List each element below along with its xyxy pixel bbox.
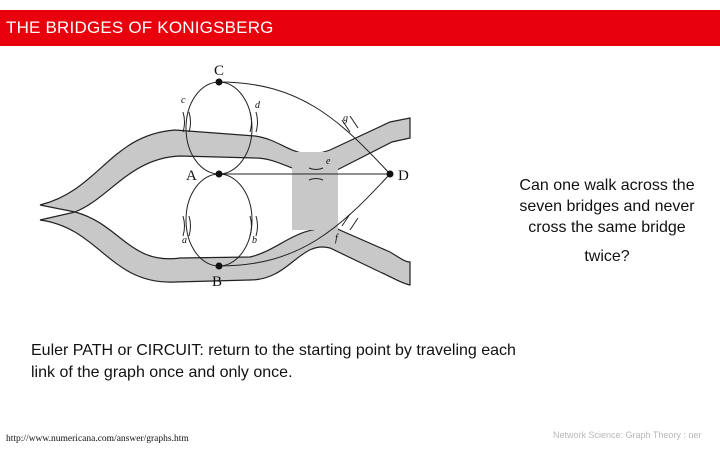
bridge-label-b: b bbox=[252, 235, 257, 246]
euler-definition bbox=[31, 340, 651, 384]
question-line-1: Can one walk across the bbox=[519, 177, 695, 194]
river-middle bbox=[292, 152, 338, 230]
edge-ab-ellipse bbox=[186, 174, 252, 266]
node-label-b: B bbox=[212, 274, 223, 290]
footer-text: Network Science: Graph Theory : ner bbox=[553, 430, 702, 440]
bridge-label-f: f bbox=[335, 233, 338, 244]
river bbox=[40, 118, 410, 285]
river-upper-branch bbox=[40, 118, 410, 212]
node-label-a: A bbox=[186, 168, 197, 184]
node-label-d: D bbox=[398, 168, 409, 184]
bridge-f-mark bbox=[342, 214, 358, 230]
bridge-label-c: c bbox=[181, 95, 186, 106]
node-d bbox=[387, 171, 394, 178]
slide-title: THE BRIDGES OF KONIGSBERG bbox=[6, 18, 274, 37]
bridge-label-e: e bbox=[326, 156, 331, 167]
node-a bbox=[216, 171, 223, 178]
euler-line-2: link of the graph once and only once. bbox=[31, 364, 293, 381]
bridge-label-g: g bbox=[343, 113, 348, 124]
node-b bbox=[216, 263, 223, 270]
question-line-3: cross the same bridge bbox=[528, 219, 686, 236]
node-c bbox=[216, 79, 223, 86]
bridge-label-a: a bbox=[182, 235, 187, 246]
question-line-4: twice? bbox=[584, 248, 630, 265]
edge-ac-ellipse bbox=[186, 82, 252, 174]
source-url: http://www.numericana.com/answer/graphs.htm bbox=[6, 434, 189, 444]
bridge-label-d: d bbox=[255, 100, 260, 111]
node-label-c: C bbox=[214, 63, 225, 79]
question-line-2: seven bridges and never bbox=[519, 198, 695, 215]
bridge-b-mark bbox=[250, 216, 258, 236]
bridge-d-mark bbox=[250, 112, 258, 132]
euler-line-1: Euler PATH or CIRCUIT: return to the starting point by traveling each bbox=[31, 342, 516, 359]
question-text bbox=[496, 175, 718, 267]
